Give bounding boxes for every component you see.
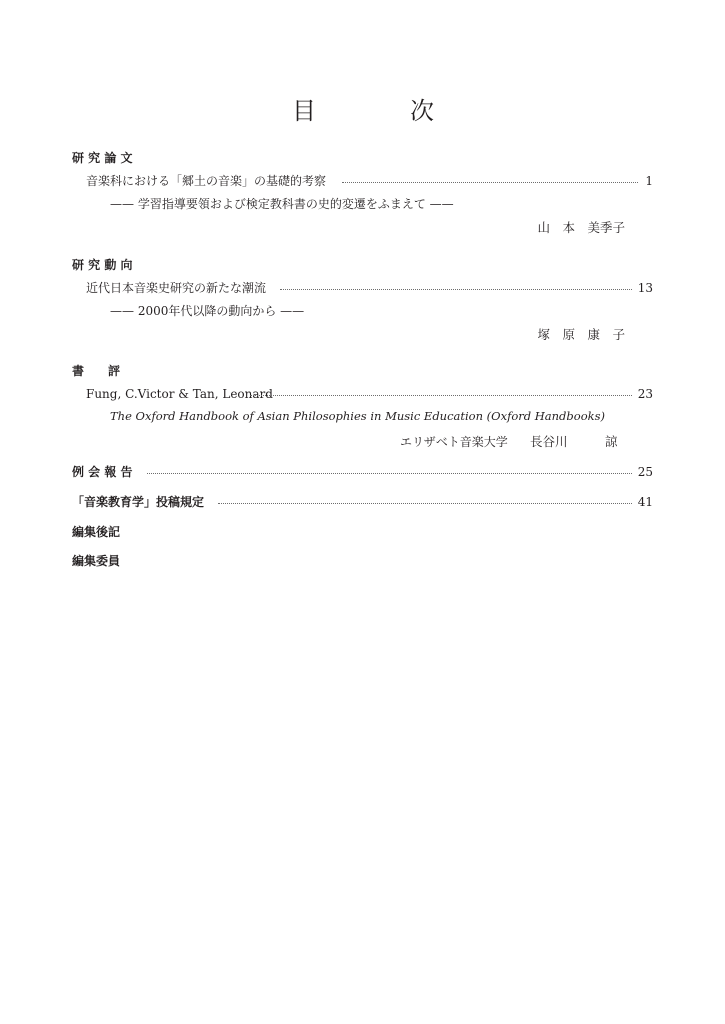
page-number-research-trend: 13 [637,281,653,295]
section-heading-submission-rules: 「音楽教育学」投稿規定 [72,495,205,509]
entry-title-research-paper: 音楽科における「郷土の音楽」の基礎的考察 [86,174,327,188]
section-heading-meeting-report: 例 会 報 告 [72,465,133,479]
dot-leader [147,473,632,474]
page-title-char-2: 次 [410,97,434,125]
page-number-meeting-report: 25 [637,465,653,479]
section-heading-editorial-committee: 編集委員 [72,554,121,568]
dot-leader [342,182,638,183]
author-research-trend: 塚 原 康 子 [537,327,625,342]
author-affiliation-book-review: エリザベト音楽大学 [400,435,508,449]
section-heading-research-trends: 研 究 動 向 [72,258,133,272]
page-number-submission-rules: 41 [637,495,653,509]
section-heading-editorial-postscript: 編集後記 [72,525,121,539]
page-number-book-review: 23 [637,387,653,401]
entry-title-book-review: Fung, C.Victor & Tan, Leonard [86,387,273,401]
entry-subtitle-research-paper: —— 学習指導要領および検定教科書の史的変遷をふまえて —— [110,197,454,211]
entry-title-research-trend: 近代日本音楽史研究の新たな潮流 [86,281,267,295]
page-number-research-paper: 1 [645,174,653,188]
dot-leader [280,289,632,290]
dot-leader [250,395,632,396]
author-book-review: 長谷川 諒 [530,434,618,449]
entry-subtitle-research-trend: —— 2000年代以降の動向から —— [110,304,305,318]
section-heading-book-review: 書 評 [72,364,121,378]
entry-subtitle-book-review: The Oxford Handbook of Asian Philosophies in Music Education (Oxford Handbooks) [110,409,605,423]
section-heading-research-papers: 研 究 論 文 [72,151,133,165]
page-title-char-1: 目 [292,97,316,125]
dot-leader [218,503,632,504]
author-research-paper: 山 本 美季子 [537,220,625,235]
